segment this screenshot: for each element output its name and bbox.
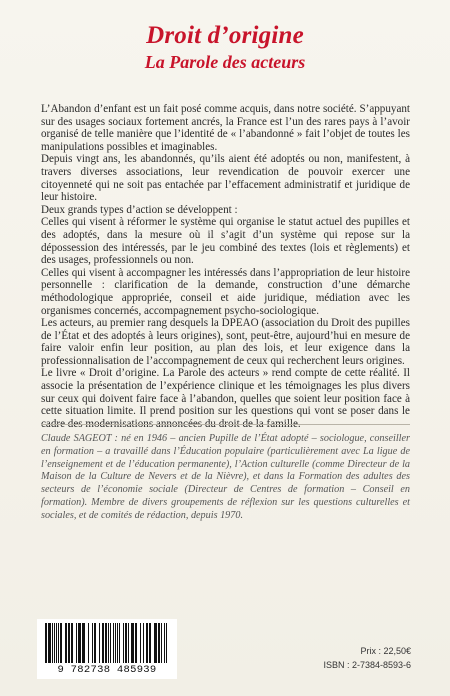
barcode-bar (128, 623, 129, 663)
barcode (37, 619, 177, 679)
book-subtitle: La Parole des acteurs (144, 52, 306, 72)
barcode-bar (52, 623, 53, 663)
barcode-digits: 9 782738 485939 (57, 664, 157, 676)
divider (41, 424, 410, 425)
barcode-bar (65, 623, 67, 663)
barcode-bar (56, 623, 57, 663)
barcode-bar (58, 623, 59, 663)
barcode-bar (105, 623, 107, 663)
barcode-bar (54, 623, 55, 663)
barcode-bars (45, 623, 169, 663)
blurb-paragraph: Celles qui visent à réformer le système qui organise le statut actuel des pupilles et des adoptés, dans la mesure où il s’agit d’un système qui repose sur la dépossession des intéressés, par le jeu combiné des textes (lois et règlements) et des usages, professionnels ou non. (41, 216, 410, 267)
barcode-bar (140, 623, 141, 663)
barcode-bar (82, 623, 85, 663)
barcode-bar (117, 623, 118, 663)
barcode-bar (113, 623, 114, 663)
barcode-bar (88, 623, 89, 663)
barcode-bar (78, 623, 81, 663)
barcode-bar (146, 623, 148, 663)
blurb-paragraph: Celles qui visent à accompagner les intéressés dans l’appropriation de leur histoire personnelle : clarification de la demande, construction d’une démarche méthodologique appropriée, conseil et aide juridique, médiation avec les organismes concernés, accompagnement psycho-sociologique. (41, 266, 410, 317)
price: Prix : 22,50€ (360, 646, 411, 656)
blurb-paragraph: Les acteurs, au premier rang desquels la DPEAO (association du Droit des pupilles de l’État et des adoptés à leurs origines), sont, peut-être, aujourd’hui en mesure de faire valoir enfin leur position, au plan des lois, et leur exigence dans la professionnalisation de l’accompagnement de ceux qui recherchent leurs origines. (41, 317, 410, 367)
barcode-bar (102, 623, 104, 663)
author-bio: Claude SAGEOT : né en 1946 – ancien Pupille de l’État adopté – sociologue, conseiller en formation – a travaillé dans l’Éducation populaire (particulièrement avec La ligue de l’enseignement et de l’éducation permanente), l’Action culturelle (comme Directeur de la Maison de la Culture de Nevers et de la Nièvre), et dans la Formation des adultes des secteurs de l’économie sociale (Directeur de Centres de formation – Conseil en formation). Membre de divers groupements de réflexion sur les questions culturelles et sociales, et de comités de rédaction, depuis 1970. (41, 433, 410, 521)
barcode-bar (161, 623, 162, 663)
barcode-bar (45, 623, 47, 663)
blurb-paragraph: Le livre « Droit d’origine. La Parole des acteurs » rend compte de cette réalité. Il associe la présentation de l’expérience clinique et les témoignages les plus divers sur ceux qui doivent faire face à l’abandon, quelles que soient leur position face à cette situation limite. Il prend position sur les questions qui vont se poser dans le cadre des modernisations annoncées du droit de la famille. (41, 367, 410, 430)
barcode-bar (166, 623, 167, 663)
blurb-paragraph: Deux grands types d’action se développent : (41, 203, 238, 216)
barcode-bar (123, 623, 124, 663)
blurb (41, 103, 410, 430)
barcode-bar (131, 623, 134, 663)
barcode-bar (135, 623, 137, 663)
barcode-bar (94, 623, 96, 663)
barcode-bar (125, 623, 127, 663)
blurb-paragraph: L’Abandon d’enfant est un fait posé comme acquis, dans notre société. S’appuyant sur des usages sociaux fortement ancrés, la France est l’un des rares pays à l’avoir organisé de telle manière que l’identité de « l’abandonné » fait l’objet de toutes les manipulations possibles et imaginables. (41, 103, 410, 153)
barcode-bar (76, 623, 77, 663)
barcode-bar (149, 623, 151, 663)
book-title: Droit d’origine (146, 22, 304, 49)
barcode-bar (92, 623, 93, 663)
barcode-bar (99, 623, 100, 663)
isbn: ISBN : 2-7384-8593-6 (323, 660, 411, 670)
barcode-bar (158, 623, 160, 663)
barcode-bar (68, 623, 70, 663)
barcode-bar (164, 623, 165, 663)
barcode-bar (48, 623, 51, 663)
blurb-paragraph: Depuis vingt ans, les abandonnés, qu’ils aient été adoptés ou non, manifestent, à travers diverses associations, leur revendication de pouvoir exercer une citoyenneté qui ne soit pas entachée par l’effacement administratif et juridique de leur histoire. (41, 153, 410, 204)
barcode-bar (110, 623, 111, 663)
barcode-bar (154, 623, 157, 663)
barcode-bar (71, 623, 73, 663)
barcode-bar (60, 623, 62, 663)
barcode-bar (143, 623, 144, 663)
barcode-bar (119, 623, 120, 663)
barcode-bar (108, 623, 109, 663)
barcode-bar (115, 623, 116, 663)
